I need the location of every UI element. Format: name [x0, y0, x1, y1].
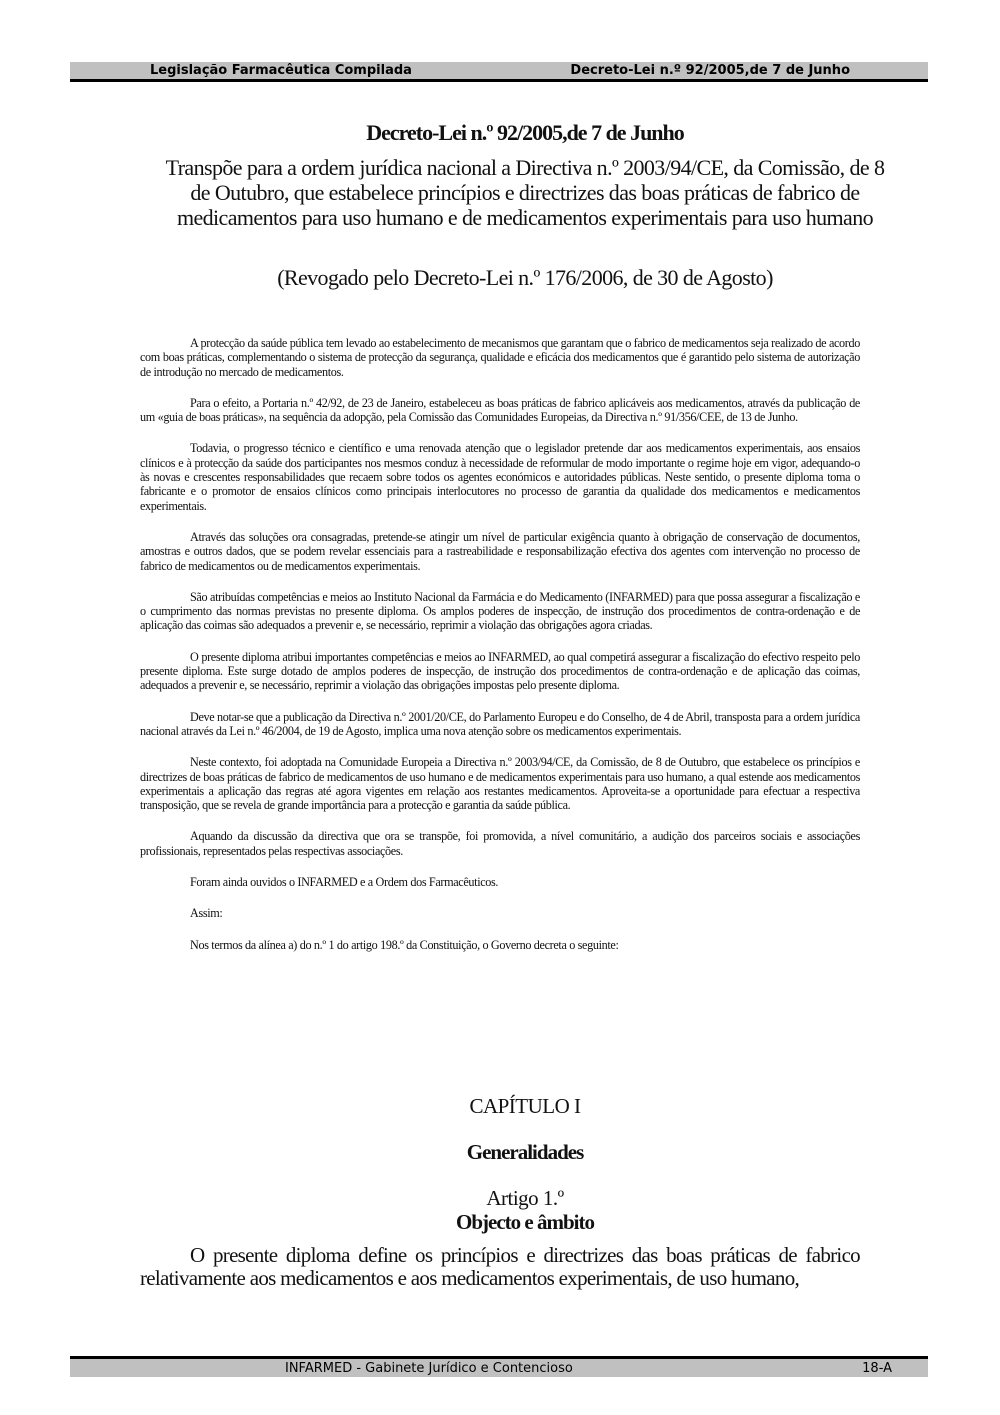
preamble-paragraph: São atribuídas competências e meios ao Instituto Nacional da Farmácia e do Medicamento (INFARMED) para que possa assegurar a fiscalização e o cumprimento das normas previstas no presente diploma. Os amplos poderes de inspecção, de instrução dos procedimentos de contra-ordenação e de aplicação das coimas são adequados a prevenir e, se necessário, reprimir a violação das obrigações agora criadas. [140, 589, 860, 633]
header-collection-title: Legislação Farmacêutica Compilada [150, 63, 412, 78]
decree-formula: Nos termos da alínea a) do n.º 1 do artigo 198.º da Constituição, o Governo decreta o seguinte: [190, 937, 619, 952]
article-name: Objecto e âmbito [456, 1210, 594, 1234]
preamble-paragraph: Através das soluções ora consagradas, pretende-se atingir um nível de particular exigência quanto à obrigação de conservação de documentos, amostras e outros dados, que se podem revelar essenciais para a rastreabilidade e responsabilização efectiva dos agentes com intervenção no processo de fabrico de medicamentos ou de medicamentos experimentais. [140, 529, 860, 573]
preamble-paragraph: Para o efeito, a Portaria n.º 42/92, de 23 de Janeiro, estabeleceu as boas práticas de fabrico aplicáveis aos medicamentos, através da publicação de um «guia de boas práticas», na sequência da adopção, pela Comissão das Comunidades Europeias, da Directiva n.º 91/356/CEE, de 13 de Junho. [140, 395, 860, 425]
chapter-label: CAPÍTULO I [469, 1094, 581, 1118]
article-text: O presente diploma define os princípios e directrizes das boas práticas de fabrico relativamente aos medicamentos e aos medicamentos experimentais, de uso humano, [140, 1243, 860, 1290]
preamble-paragraph: Todavia, o progresso técnico e científico e uma renovada atenção que o legislador pretende dar aos medicamentos experimentais, aos ensaios clínicos e à protecção da saúde dos participantes nos mesmos conduz à necessidade de reformular de modo importante o regime hoje em vigor, adequando-o às novas e crescentes responsabilidades que recaem sobre todos os agentes económicos e autoridades públicas. Neste sentido, o presente diploma toma o fabricante e o promotor de ensaios clínicos como principais interlocutores no processo de garantia da qualidade dos medicamentos e medicamentos experimentais. [140, 441, 860, 513]
preamble [140, 336, 860, 969]
document-title: Decreto-Lei n.º 92/2005,de 7 de Junho [366, 120, 684, 145]
document-subtitle: Transpõe para a ordem jurídica nacional a Directiva n.º 2003/94/CE, da Comissão, de 8 de Outubro, que estabelece princípios e directrizes das boas práticas de fabrico de medicamentos para uso humano e de medicamentos experimentais para uso humano [165, 155, 885, 230]
running-footer [70, 1356, 928, 1377]
preamble-paragraph: Foram ainda ouvidos o INFARMED e a Ordem dos Farmacêuticos. [190, 875, 499, 890]
preamble-paragraph: A protecção da saúde pública tem levado ao estabelecimento de mecanismos que garantam que o fabrico de medicamentos seja realizado de acordo com boas práticas, complementando o sistema de protecção da segurança, qualidade e eficácia dos medicamentos que é garantido pelo sistema de autorização de introdução no mercado de medicamentos. [140, 336, 860, 379]
preamble-paragraph: Assim: [190, 906, 223, 921]
article-number: Artigo 1.º [486, 1186, 564, 1210]
running-header [70, 62, 928, 82]
preamble-paragraph: O presente diploma atribui importantes competências e meios ao INFARMED, ao qual competirá assegurar a fiscalização do efectivo respeito pelo presente diploma. Este surge dotado de amplos poderes de inspecção, de instrução dos procedimentos de contra-ordenação e de aplicação das coimas, adequados a prevenir e, se necessário, reprimir a violação das obrigações impostas pelo presente diploma. [140, 649, 860, 693]
header-document-ref: Decreto-Lei n.º 92/2005,de 7 de Junho [570, 63, 850, 78]
preamble-paragraph: Neste contexto, foi adoptada na Comunidade Europeia a Directiva n.º 2003/94/CE, da Comissão, de 8 de Outubro, que estabelece os princípios e directrizes de boas práticas de fabrico de medicamentos de uso humano e de medicamentos experimentais para uso humano, a qual estende aos medicamentos experimentais a aplicação das regras até agora vigentes em relação aos restantes medicamentos. Aproveita-se a oportunidade para efectuar a respectiva transposição, que se revela de grande importância para a protecção e garantia da saúde pública. [140, 755, 860, 813]
page-number: 18-A [862, 1361, 892, 1376]
footer-department: INFARMED - Gabinete Jurídico e Contencioso [285, 1361, 573, 1376]
preamble-paragraph: Deve notar-se que a publicação da Directiva n.º 2001/20/CE, do Parlamento Europeu e do Conselho, de 4 de Abril, transposta para a ordem jurídica nacional através da Lei n.º 46/2004, de 19 de Agosto, implica uma nova atenção sobre os medicamentos experimentais. [140, 709, 860, 738]
revocation-note: (Revogado pelo Decreto-Lei n.º 176/2006, de 30 de Agosto) [277, 265, 773, 290]
preamble-paragraph: Aquando da discussão da directiva que ora se transpõe, foi promovida, a nível comunitário, a audição dos parceiros sociais e associações profissionais, representados pelas respectivas associações. [140, 829, 860, 858]
chapter-name: Generalidades [466, 1140, 584, 1164]
